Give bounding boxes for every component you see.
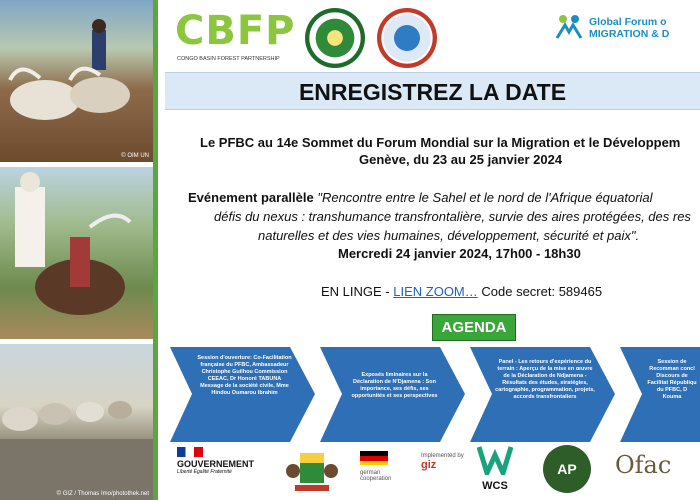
cbfp-subtitle: CONGO BASIN FOREST PARTNERSHIP xyxy=(177,56,280,62)
german-cooperation-logo xyxy=(360,451,391,482)
gfmd-line2: MIGRATION & D xyxy=(589,28,670,40)
giz-text: giz xyxy=(421,459,437,471)
gfmd-people-icon xyxy=(555,14,583,40)
giz-logo xyxy=(421,453,464,471)
french-government-logo xyxy=(177,447,272,475)
title-bar xyxy=(165,72,700,110)
african-parks-logo: AP xyxy=(543,445,591,493)
ceeac-seal-icon xyxy=(377,8,437,68)
comifac-seal-icon xyxy=(305,8,365,68)
secret-code: Code secret: 589465 xyxy=(477,284,603,299)
gc-line2: cooperation xyxy=(360,476,392,482)
online-prefix: EN LINGE - xyxy=(321,284,394,299)
ofac-logo: Ofac xyxy=(615,451,672,479)
agenda-step-4: Session de Recomman concl Discours de Facilitat Républiqu du PFBC, D Kouma xyxy=(647,359,697,400)
online-access xyxy=(321,284,602,299)
agenda-button[interactable]: AGENDA xyxy=(432,314,516,341)
event-datetime: Mercredi 24 janvier 2024, 17h00 - 18h30 xyxy=(338,246,581,261)
cattle-illustration xyxy=(0,0,153,162)
agenda-steps xyxy=(165,347,700,442)
gc-line1: german xyxy=(360,470,381,476)
giz-prefix: Implemented by xyxy=(421,453,464,459)
zoom-link[interactable]: LIEN ZOOM… xyxy=(393,284,478,299)
agenda-step-2: Exposés liminaires sur la Déclaration de N'Djamena : Son importance, ses défis, ses opportunités et ses perspectives xyxy=(351,372,438,399)
photo-caption: © GIZ / Thomas Imo/photothek.net xyxy=(56,491,149,497)
agenda-step-3: Panel - Les retours d'expérience du terrain : Aperçu de la mise en œuvre de la Déclaration de Ndjamena - Résultats des études, stratégies, cartographie, programmation, projets, accords transfrontaliers xyxy=(495,359,595,400)
photo-caption: © OIM UN xyxy=(121,153,149,159)
photo-herd-on-road xyxy=(0,344,153,500)
accent-divider xyxy=(153,0,158,500)
german-flag-icon xyxy=(360,451,388,465)
gabon-coat-of-arms-icon xyxy=(285,445,339,497)
header xyxy=(165,0,700,72)
wcs-logo xyxy=(477,445,513,492)
event-line-1 xyxy=(188,190,653,205)
event-line-2: défis du nexus : transhumance transfrontalière, survie des aires protégées, des res xyxy=(214,209,691,224)
gfmd-logo xyxy=(555,12,700,42)
event-line-3: naturelles et des vies humaines, développement, sécurité et paix". xyxy=(258,228,640,243)
gouv-title: GOUVERNEMENT xyxy=(177,459,255,469)
cbfp-logo: CBFP xyxy=(175,8,296,54)
gfmd-text xyxy=(589,16,669,40)
event-label: Evénement parallèle xyxy=(188,190,318,205)
photo-column xyxy=(0,0,153,500)
herder-illustration xyxy=(0,167,153,339)
page-title: ENREGISTREZ LA DATE xyxy=(298,79,567,105)
photo-herder-with-cattle xyxy=(0,167,153,339)
wcs-text: WCS xyxy=(482,480,508,492)
gfmd-line1: Global Forum o xyxy=(589,16,667,28)
herd-illustration xyxy=(0,344,153,500)
wcs-mark-icon xyxy=(477,445,513,475)
agenda-step-1: Session d'ouverture: Co-Facilitation française du PFBC, Ambassadeur Christophe Guilhou Commission CEEAC, Dr Honoré TABUNA Message de la société civile, Mme Hindou Oumarou Ibrahim xyxy=(197,355,292,396)
intro-line-1: Le PFBC au 14e Sommet du Forum Mondial sur la Migration et le Développem xyxy=(200,135,681,150)
event-title-start: "Rencontre entre le Sahel et le nord de l'Afrique équatorial xyxy=(317,190,653,205)
photo-cattle-herder xyxy=(0,0,153,162)
partner-logos xyxy=(165,443,700,500)
intro-line-2: Genève, du 23 au 25 janvier 2024 xyxy=(359,152,563,167)
french-flag-icon xyxy=(177,447,203,457)
gouv-motto: Liberté Égalité Fraternité xyxy=(177,469,232,475)
